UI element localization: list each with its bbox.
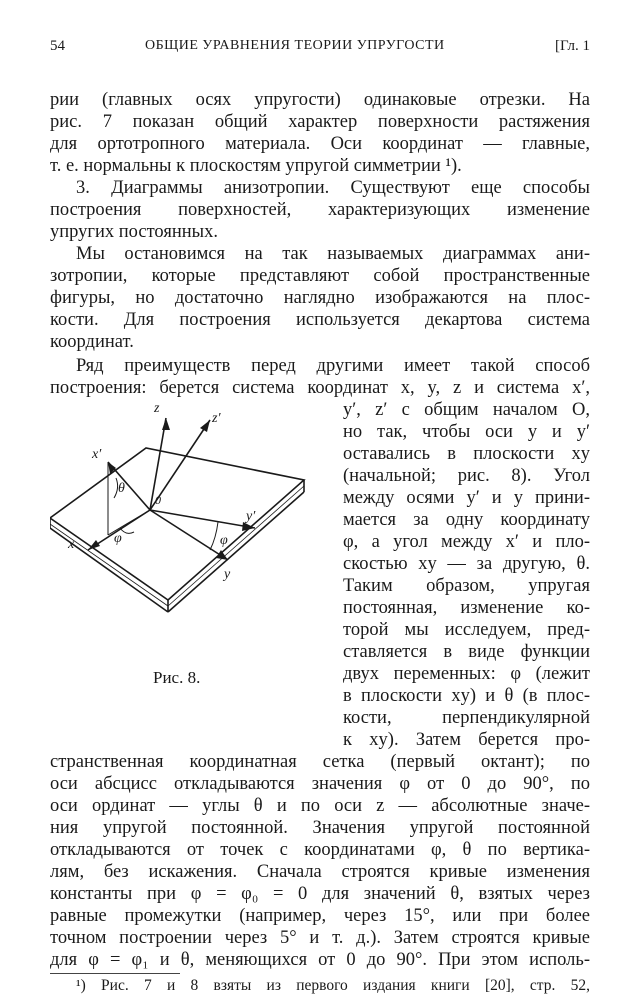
running-title: ОБЩИЕ УРАВНЕНИЯ ТЕОРИИ УПРУГОСТИ <box>145 38 445 53</box>
text-line: зотропии, которые представляют собой пространственные <box>50 266 590 286</box>
text-line: лям, без искажения. Сначала строятся кривые изменения <box>50 862 590 882</box>
section-heading-line: 3. Диаграммы анизотропии. Существуют еще способы <box>76 178 590 198</box>
text-line: ставляется в виде функции <box>343 642 590 662</box>
label-y-prime: y′ <box>246 509 256 524</box>
text-line: рис. 7 показан общий характер поверхности растяжения <box>50 112 590 132</box>
text-line: кости, перпендикулярной <box>343 708 590 728</box>
text-line: мается за одну координату <box>343 510 590 530</box>
text-line: равные промежутки (например, через 15°, или при более <box>50 906 590 926</box>
y-prime-axis <box>150 510 255 528</box>
text-line: в плоскости xy) и θ (в плос- <box>343 686 590 706</box>
label-y: y <box>224 567 231 582</box>
text-line: странственная координатная сетка (первый октант); по <box>50 752 590 772</box>
chapter-marker: [Гл. 1 <box>554 38 590 54</box>
text-line: постоянная, изменение ко- <box>343 598 590 618</box>
text-line: двух переменных: φ (лежит <box>343 664 590 684</box>
text-line: для ортотропного материала. Оси координат — главные, <box>50 134 590 154</box>
figure-8-diagram <box>50 400 335 645</box>
label-phi-right: φ <box>220 533 228 548</box>
label-x: x <box>68 537 75 552</box>
text-line: кости. Для построения используется декартова система <box>50 310 590 330</box>
text-line: к xy). Затем берется про- <box>343 730 590 750</box>
text-line: Мы остановимся на так называемых диаграммах ани- <box>76 244 590 264</box>
text-line: Таким образом, упругая <box>343 576 590 596</box>
text-line: точном построении через 5° и т. д.). Затем строятся кривые <box>50 928 590 948</box>
label-z: z <box>154 401 160 416</box>
label-phi-left: φ <box>114 531 122 546</box>
text-line: Ряд преимуществ перед другими имеет такой способ <box>76 356 590 376</box>
text-line: скостью xy — за другую, θ. <box>343 554 590 574</box>
label-x-prime: x′ <box>92 447 102 462</box>
text-line: рии (главных осях упругости) одинаковые отрезки. На <box>50 90 590 110</box>
text-line: построения: берется система координат x, y, z и система x′, <box>50 378 590 398</box>
text-line: фигуры, но достаточно наглядно изображаются на плос- <box>50 288 590 308</box>
footnote-line: ¹) Рис. 7 и 8 взяты из первого издания книги [20], стр. 52, <box>76 977 590 994</box>
footnote-rule <box>50 973 180 974</box>
page-number: 54 <box>50 38 65 54</box>
text-line: откладываются от точек с координатами φ, θ по вертика- <box>50 840 590 860</box>
text-line: торой мы исследуем, пред- <box>343 620 590 640</box>
text-line: но так, чтобы оси y и y′ <box>343 422 590 442</box>
text-line: упругих постоянных. <box>50 222 218 242</box>
text-line: оси ординат — углы θ и по оси z — абсолютные значе- <box>50 796 590 816</box>
text-line: константы при φ = φ₀ = 0 для значений θ, взятых через <box>50 884 590 904</box>
text-line: ния упругой постоянной. Значения упругой постоянной <box>50 818 590 838</box>
label-origin: 0 <box>155 493 161 507</box>
text-line: (начальной; рис. 8). Угол <box>343 466 590 486</box>
text-line: оси абсцисс откладываются значения φ от 0 до 90°, по <box>50 774 590 794</box>
text-line: координат. <box>50 332 134 352</box>
running-header <box>50 38 590 60</box>
figure-caption: Рис. 8. <box>153 668 201 687</box>
text-line: т. е. нормальны к плоскостям упругой симметрии ¹). <box>50 156 462 176</box>
text-line: построения поверхностей, характеризующих изменение <box>50 200 590 220</box>
text-line: оставались в плоскости xy <box>343 444 590 464</box>
text-line: y′, z′ с общим началом O, <box>343 400 590 420</box>
label-theta: θ <box>118 481 125 496</box>
text-line: φ, а угол между x′ и пло- <box>343 532 590 552</box>
y-axis <box>150 510 228 560</box>
text-line: для φ = φ₁ и θ, меняющихся от 0 до 90°. При этом исполь- <box>50 950 590 970</box>
label-z-prime: z′ <box>212 411 221 426</box>
text-line: между осями y′ и y прини- <box>343 488 590 508</box>
